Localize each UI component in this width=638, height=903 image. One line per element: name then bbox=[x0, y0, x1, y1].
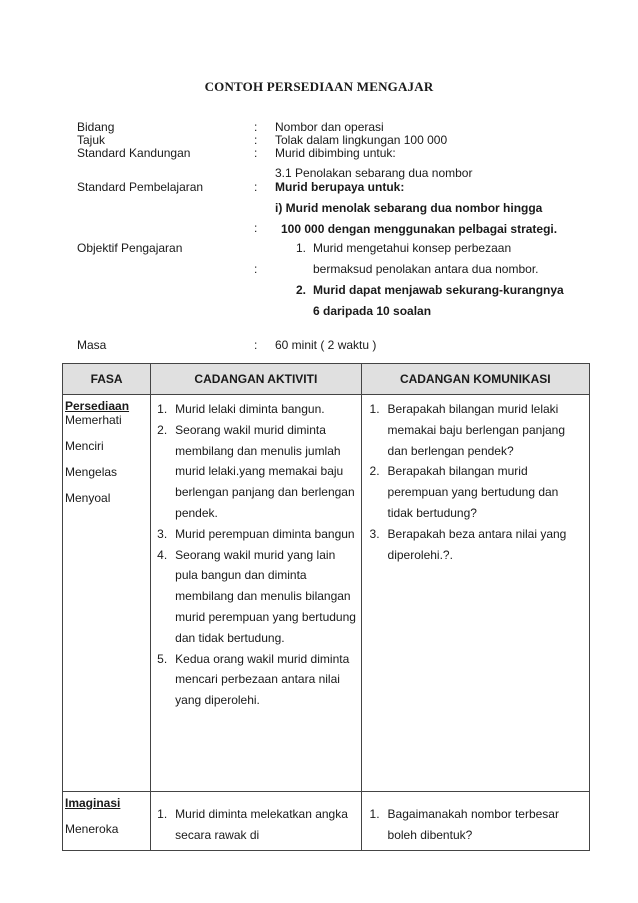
list-item: 1. Berapakah bilangan murid lelaki memakai baju berlengan panjang dan berlengan pendek? bbox=[369, 402, 566, 458]
bidang-label: Bidang bbox=[77, 120, 115, 134]
list-item: 1. Bagaimanakah nombor terbesar boleh dibentuk? bbox=[369, 807, 559, 842]
list-item: 2. Seorang wakil murid diminta membilang dan menulis jumlah murid lelaki.yang memakai baju berlengan panjang dan berlengan pendek. bbox=[157, 422, 355, 520]
fasa-item: Menciri bbox=[65, 439, 104, 453]
table-row bbox=[63, 792, 590, 851]
colon: : bbox=[254, 120, 258, 134]
fasa-title: Persediaan bbox=[65, 399, 130, 413]
standard-pembelajaran-value: Murid berupaya untuk: bbox=[275, 180, 405, 194]
header-fasa: FASA bbox=[63, 364, 151, 395]
komunikasi-cell bbox=[361, 792, 589, 851]
table-row bbox=[63, 395, 590, 792]
standard-pembelajaran-value-3: 100 000 dengan menggunakan pelbagai strategi. bbox=[281, 222, 558, 236]
header-cadangan-aktiviti: CADANGAN AKTIVITI bbox=[151, 364, 361, 395]
standard-pembelajaran-label: Standard Pembelajaran bbox=[77, 180, 204, 194]
objektif-2-line1: Murid dapat menjawab sekurang-kurangnya bbox=[313, 283, 564, 297]
fasa-item: Mengelas bbox=[65, 465, 118, 479]
objektif-1-line1: Murid mengetahui konsep perbezaan bbox=[313, 241, 512, 255]
list-item: 2. Berapakah bilangan murid perempuan yang bertudung dan tidak bertudung? bbox=[369, 464, 559, 520]
list-item: 3. Murid perempuan diminta bangun bbox=[157, 526, 355, 541]
colon: : bbox=[254, 338, 258, 352]
objektif-2-line2: 6 daripada 10 soalan bbox=[313, 304, 432, 318]
tajuk-label: Tajuk bbox=[77, 133, 106, 147]
list-item: 5. Kedua orang wakil murid diminta mencari perbezaan antara nilai yang diperolehi. bbox=[157, 651, 350, 708]
aktiviti-cell bbox=[151, 395, 361, 792]
standard-kandungan-value-2: 3.1 Penolakan sebarang dua nombor bbox=[275, 166, 473, 180]
tajuk-value: Tolak dalam lingkungan 100 000 bbox=[275, 133, 448, 147]
masa-value: 60 minit ( 2 waktu ) bbox=[275, 338, 377, 352]
list-item: 4. Seorang wakil murid yang lain pula bangun dan diminta membilang dan menulis bilangan murid perempuan yang bertudung dan tidak bertudung. bbox=[157, 547, 356, 645]
standard-kandungan-label: Standard Kandungan bbox=[77, 146, 191, 160]
komunikasi-cell bbox=[361, 395, 589, 792]
bidang-value: Nombor dan operasi bbox=[275, 120, 384, 134]
objektif-1-line2: bermaksud penolakan antara dua nombor. bbox=[313, 262, 539, 276]
list-item: 3. Berapakah beza antara nilai yang diperolehi.?. bbox=[369, 526, 567, 562]
aktiviti-cell bbox=[151, 792, 361, 851]
lesson-plan-table bbox=[62, 363, 590, 851]
standard-pembelajaran-value-2: i) Murid menolak sebarang dua nombor hingga bbox=[275, 201, 543, 215]
objektif-label: Objektif Pengajaran bbox=[77, 241, 183, 255]
fasa-item: Menyoal bbox=[65, 491, 111, 505]
fasa-cell bbox=[63, 395, 151, 792]
objektif-1-number: 1. bbox=[296, 241, 307, 255]
fasa-item: Memerhati bbox=[65, 413, 122, 427]
colon: : bbox=[254, 133, 258, 147]
list-item: 1. Murid lelaki diminta bangun. bbox=[157, 402, 325, 416]
objektif-2-number: 2. bbox=[296, 283, 307, 297]
colon: : bbox=[254, 221, 258, 235]
fasa-cell bbox=[63, 792, 151, 851]
colon: : bbox=[254, 262, 258, 276]
masa-label: Masa bbox=[77, 338, 107, 352]
header-cadangan-komunikasi: CADANGAN KOMUNIKASI bbox=[361, 364, 589, 395]
fasa-title: Imaginasi bbox=[65, 796, 121, 810]
document-title: CONTOH PERSEDIAAN MENGAJAR bbox=[204, 79, 434, 94]
table-header-row bbox=[63, 364, 590, 395]
list-item: 1. Murid diminta melekatkan angka secara rawak di bbox=[157, 807, 348, 842]
fasa-item: Meneroka bbox=[65, 822, 119, 836]
colon: : bbox=[254, 180, 258, 194]
colon: : bbox=[254, 146, 258, 160]
standard-kandungan-value: Murid dibimbing untuk: bbox=[275, 146, 396, 160]
